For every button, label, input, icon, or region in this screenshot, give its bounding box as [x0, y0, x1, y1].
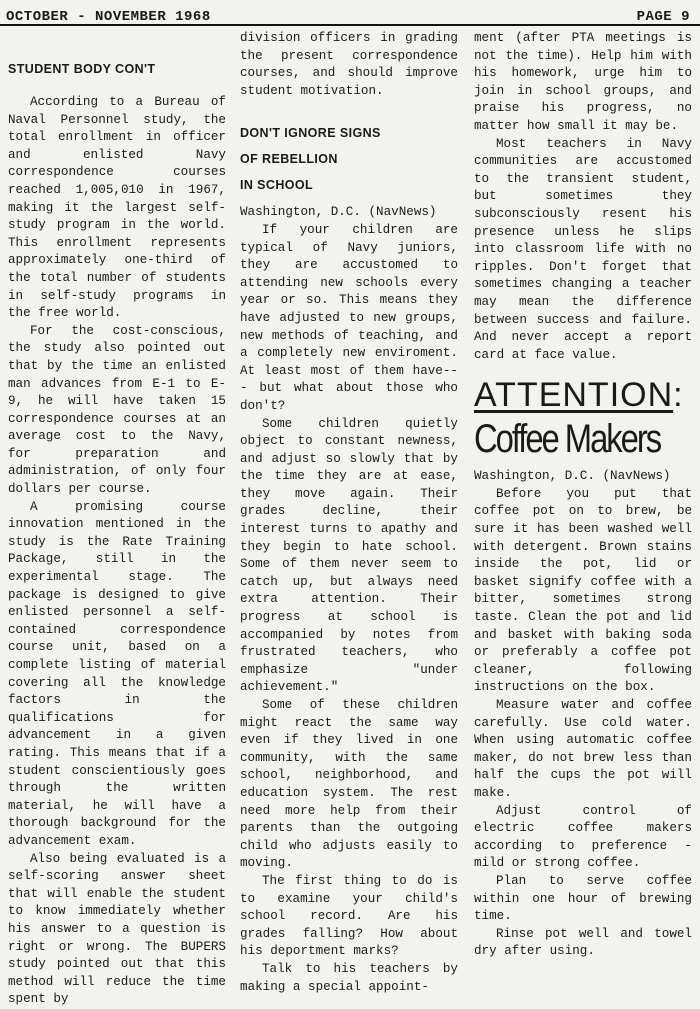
article-paragraph: Measure water and coffee carefully. Use cold water. When using automatic coffee maker, do not brew less than half the cups the pot will make.	[474, 698, 692, 800]
article-paragraph: Some children quietly object to constant newness, and adjust so slowly that by the time they are at ease, they move again. Their grades decline, their interest turns to apathy and they begin to hate school. Some of them never seem to catch up, but always need extra attention. Their progress at school is accompanied by notes from frustrated teachers, who emphasize "under achievement."	[240, 416, 458, 695]
article-paragraph: Plan to serve coffee within one hour of brewing time.	[474, 873, 692, 924]
student-body-kicker: STUDENT BODY CON'T	[8, 62, 156, 76]
attention-word: ATTENTION	[474, 376, 674, 415]
coffee-headline	[474, 376, 692, 464]
page-header	[0, 0, 700, 26]
article-paragraph: If your children are typical of Navy juniors, they are accustomed to attending new schools every year or so. This means they have adjusted to new groups, new methods of teaching, and a completely new enviroment. At least most of them have--- but what about those who don't?	[240, 222, 458, 413]
article-paragraph: A promising course innovation mentioned in the study is the Rate Training Package, still in the experimental stage. The package is designed to give enlisted personnel a self-contained correspondence course unit, based on a complete listing of material covering all the knowledge factors in the qualifications for advancement in a given rating. This means that if a student conscientiously goes through the written material, he will have a thorough background for the advancement exam.	[8, 499, 226, 848]
column-3	[474, 30, 692, 961]
headline-line: OF REBELLION	[240, 152, 338, 167]
article-paragraph: Before you put that coffee pot on to brew, be sure it has been washed well with detergent. Brown stains inside the pot, lid or basket signify coffee with a bitter, sometimes strong taste. Clean the pot and lid and basket with baking soda or preferably a coffee pot cleaner, following instructions on the box.	[474, 486, 692, 695]
headline-line: DON'T IGNORE SIGNS	[240, 126, 381, 141]
dateline: Washington, D.C. (NavNews)	[240, 205, 437, 220]
article-paragraph: For the cost-conscious, the study also pointed out that by the time an enlisted man advances from E-1 to E-9, he will have taken 15 correspondence courses at an average cost to the Navy, for preparation and administration, of only four dollars per course.	[8, 323, 226, 497]
attention-colon: :	[673, 376, 684, 415]
rebellion-headline	[240, 120, 458, 198]
issue-date: OCTOBER - NOVEMBER 1968	[6, 9, 211, 25]
article-paragraph: Rinse pot well and towel dry after using.	[474, 926, 692, 959]
article-paragraph: Most teachers in Navy communities are accustomed to the transient student, but sometimes they subconsciously resent his presence unless he slips into classroom life with no ripples. Don't forget that sometimes changing a teacher may mean the difference between success and failure. And never accept a report card at face value.	[474, 136, 692, 362]
headline-line: IN SCHOOL	[240, 178, 314, 193]
article-paragraph: Some of these children might react the same way even if they lived in one community, with the same school, neighborhood, and education system. The rest need more help from their parents than the outgoing child who adjusts easily to moving.	[240, 698, 458, 871]
article-paragraph: According to a Bureau of Naval Personnel study, the total enrollment in officer and enlisted Navy correspondence courses reached 1,005,010 in 1967, making it the largest self-study program in the world. This enrollment represents approximately one-third of the total number of students in self-study programs in the free world.	[8, 95, 226, 321]
article-paragraph: ment (after PTA meetings is not the time). Help him with his homework, urge him to join in school groups, and praise his progress, no matter how small it may be.	[474, 31, 692, 133]
coffee-makers-heading: Coffee Makers	[474, 417, 661, 462]
article-paragraph: The first thing to do is to examine your child's school record. Are his grades falling? How about his deportment marks?	[240, 873, 458, 959]
dateline: Washington, D.C. (NavNews)	[474, 469, 671, 484]
column-1	[8, 30, 226, 1009]
page-number: PAGE 9	[636, 9, 690, 25]
article-paragraph: Also being evaluated is a self-scoring answer sheet that will enable the student to know immediately whether his answer to a question is right or wrong. The BUPERS study pointed out that this method will reduce the time spent by	[8, 851, 226, 1007]
attention-heading	[474, 376, 692, 414]
header-rule	[0, 24, 700, 26]
column-2	[240, 30, 458, 996]
article-paragraph: division officers in grading the present correspondence courses, and should improve student motivation.	[240, 31, 458, 98]
article-paragraph: Adjust control of electric coffee makers according to preference - mild or strong coffee.	[474, 803, 692, 871]
article-paragraph: Talk to his teachers by making a special appoint-	[240, 961, 458, 994]
